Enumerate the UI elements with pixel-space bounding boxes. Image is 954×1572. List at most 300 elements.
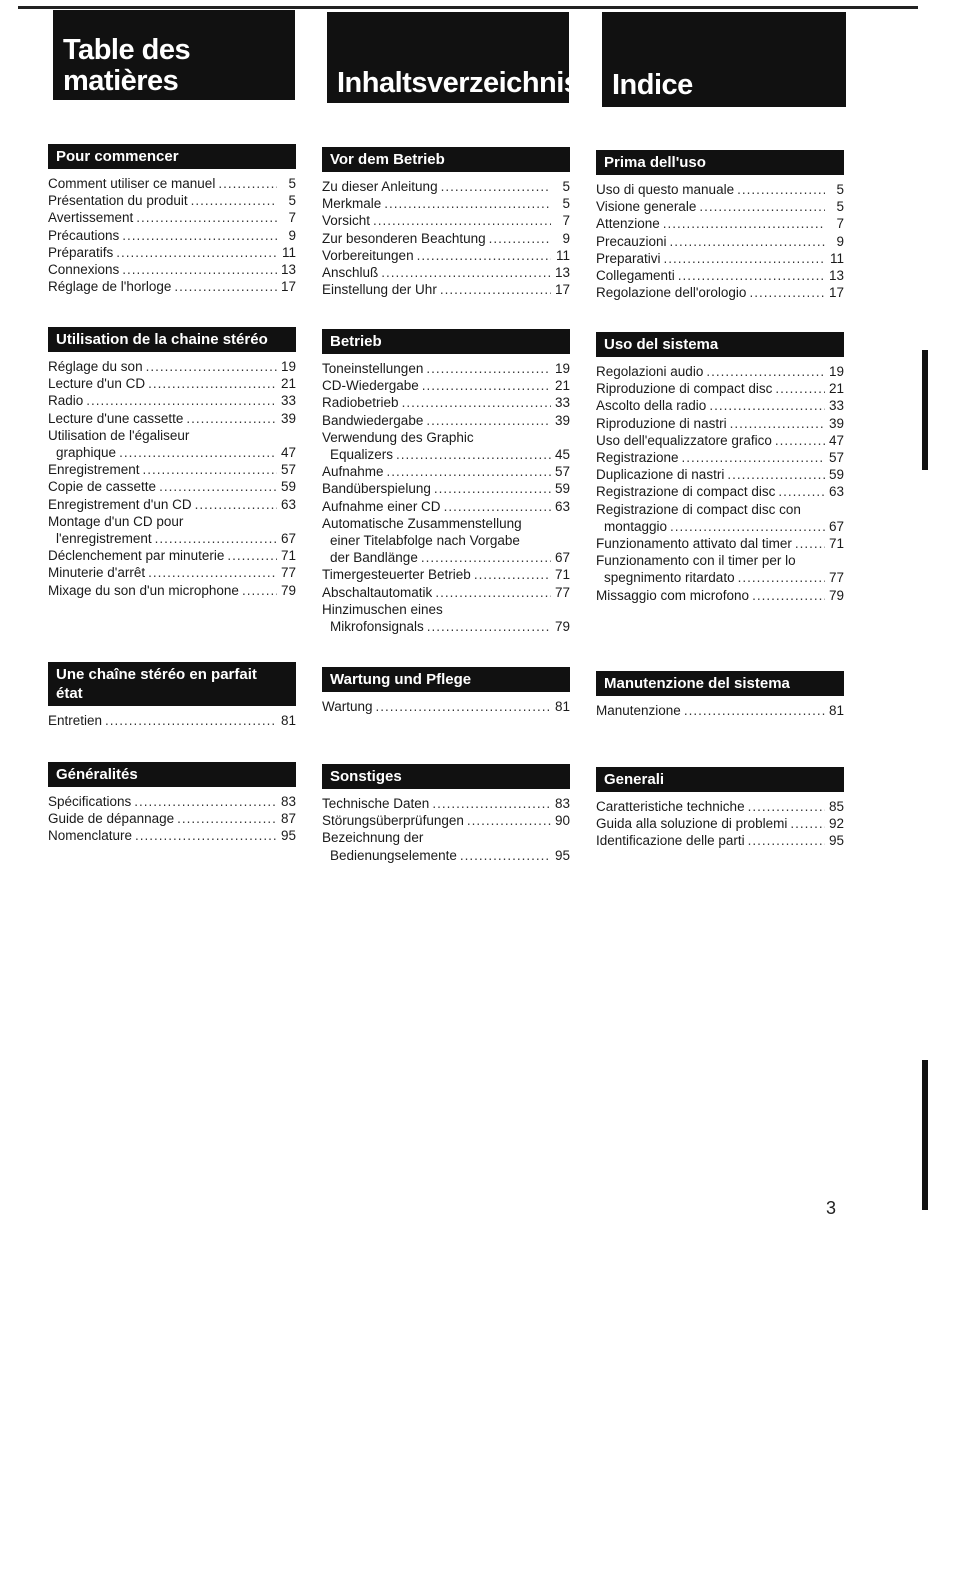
dot-leader xyxy=(116,244,277,261)
dot-leader xyxy=(699,198,825,215)
dot-leader xyxy=(749,284,825,301)
page-number: 3 xyxy=(826,1198,837,1218)
toc-entry-page: 47 xyxy=(280,445,296,461)
toc-entry-label: Enregistrement xyxy=(48,462,140,478)
toc-entry-page: 95 xyxy=(554,847,570,863)
toc-entry xyxy=(322,212,570,229)
toc-entry-label: Présentation du produit xyxy=(48,193,188,209)
dot-leader xyxy=(748,832,825,849)
section-header xyxy=(596,767,844,792)
toc-entry xyxy=(322,480,570,497)
toc-entry-label: Entretien xyxy=(48,713,103,728)
section-header xyxy=(322,764,570,789)
toc-entry-label: CD-Wiedergabe xyxy=(322,378,419,394)
section-header xyxy=(596,671,844,696)
toc-entry xyxy=(322,584,570,601)
dot-leader xyxy=(730,415,825,432)
toc-entry xyxy=(322,618,570,635)
toc-entry-label: Vorbereitungen xyxy=(322,247,414,263)
toc-entry-page: 63 xyxy=(280,496,296,512)
dot-leader xyxy=(136,209,277,226)
toc-section xyxy=(322,147,570,298)
toc-entry xyxy=(596,518,844,535)
scan-edge-mark xyxy=(922,1060,928,1210)
section-header xyxy=(48,327,296,352)
toc-entry-page: 81 xyxy=(554,699,570,714)
toc-entry-page: 95 xyxy=(828,833,844,849)
toc-entry-label: Préparatifs xyxy=(48,244,114,260)
toc-entry-label: Riproduzione di nastri xyxy=(596,415,727,431)
toc-entry-label: Bezeichnung der xyxy=(322,830,424,846)
toc-entry-label-continued: graphique xyxy=(56,445,117,461)
toc-entry-label: Wartung xyxy=(322,699,373,714)
toc-entry-page: 59 xyxy=(554,481,570,497)
toc-entry xyxy=(596,233,844,250)
toc-entry-page: 5 xyxy=(288,176,296,191)
section-header xyxy=(322,667,570,692)
toc-entry xyxy=(48,444,296,461)
toc-entry-page: 77 xyxy=(280,565,296,581)
toc-entry-label: Caratteristiche techniche xyxy=(596,799,745,814)
toc-entry xyxy=(48,278,296,295)
title-french-line-2: matières xyxy=(63,65,179,97)
toc-entry-page: 33 xyxy=(828,398,844,414)
toc-entry-label: Avertissement xyxy=(48,210,134,226)
toc-entry-label: Spécifications xyxy=(48,794,132,809)
toc-entry xyxy=(596,415,844,432)
toc-entry-label: Duplicazione di nastri xyxy=(596,467,725,483)
toc-entry-page: 67 xyxy=(554,550,570,566)
toc-entry-page: 11 xyxy=(829,250,844,266)
toc-entry-page: 5 xyxy=(836,182,844,197)
toc-entry-label: Lecture d'une cassette xyxy=(48,410,184,426)
section-header xyxy=(48,144,296,169)
scan-edge-mark xyxy=(922,350,928,470)
toc-entry xyxy=(322,412,570,429)
toc-entry xyxy=(48,810,296,827)
toc-entry-page: 92 xyxy=(828,816,844,832)
toc-entry-label-continued: Mikrofonsignals xyxy=(330,619,424,635)
toc-entry-label: Connexions xyxy=(48,262,120,278)
toc-entry-label: Zur besonderen Beachtung xyxy=(322,230,486,246)
section-header-line: état xyxy=(56,685,83,702)
dot-leader xyxy=(191,192,277,209)
toc-entry-page: 11 xyxy=(281,244,296,260)
dot-leader xyxy=(738,569,825,586)
toc-entry-label: Aufnahme xyxy=(322,464,384,480)
toc-entry-page: 13 xyxy=(828,268,844,284)
toc-entry xyxy=(596,466,844,483)
toc-entry-page: 33 xyxy=(280,393,296,409)
toc-entry-page: 33 xyxy=(554,395,570,411)
dot-leader xyxy=(155,530,277,547)
dot-leader xyxy=(682,449,825,466)
dot-leader xyxy=(174,278,277,295)
dot-leader xyxy=(402,394,551,411)
dot-leader xyxy=(135,827,277,844)
dot-leader xyxy=(122,261,277,278)
toc-entry xyxy=(596,267,844,284)
toc-entry-label-continued: l'enregistrement xyxy=(56,531,152,547)
toc-entry xyxy=(322,394,570,411)
toc-entry-page: 57 xyxy=(828,450,844,466)
toc-entry xyxy=(596,569,844,586)
toc-entry-page: 17 xyxy=(828,285,844,301)
dot-leader xyxy=(678,267,825,284)
toc-entry-label: Attenzione xyxy=(596,216,660,232)
dot-leader xyxy=(426,412,551,429)
toc-entry-label: Preparativi xyxy=(596,250,661,266)
dot-leader xyxy=(426,360,551,377)
toc-entry-page: 21 xyxy=(554,378,570,394)
toc-entry-page: 63 xyxy=(554,498,570,514)
toc-entry-page: 67 xyxy=(280,531,296,547)
dot-leader xyxy=(159,478,277,495)
dot-leader xyxy=(143,461,277,478)
toc-entry-page: 7 xyxy=(836,216,844,232)
toc-entry-label: Bandwiedergabe xyxy=(322,412,424,428)
dot-leader xyxy=(242,582,277,599)
toc-entry-label: Riproduzione di compact disc xyxy=(596,381,773,397)
dot-leader xyxy=(435,584,551,601)
toc-entry xyxy=(322,247,570,264)
dot-leader xyxy=(752,587,825,604)
toc-entry-page: 17 xyxy=(280,279,296,295)
toc-entry xyxy=(48,410,296,427)
toc-entry xyxy=(48,175,296,192)
toc-entry-label-continued: montaggio xyxy=(604,518,668,534)
toc-entry-page: 59 xyxy=(828,467,844,483)
toc-entry xyxy=(596,702,844,719)
dot-leader xyxy=(421,549,551,566)
dot-leader xyxy=(663,215,825,232)
toc-entry-page: 5 xyxy=(562,196,570,212)
toc-entry-label: Störungsüberprüfungen xyxy=(322,813,464,829)
dot-leader xyxy=(460,847,551,864)
section-header xyxy=(48,762,296,787)
toc-entry-label: Uso di questo manuale xyxy=(596,182,735,197)
dot-leader xyxy=(440,281,551,298)
toc-entry-page: 13 xyxy=(554,265,570,281)
dot-leader xyxy=(422,377,551,394)
dot-leader xyxy=(396,446,551,463)
toc-entry-label: Montage d'un CD pour xyxy=(48,513,184,529)
toc-entry-page: 71 xyxy=(280,548,296,564)
toc-entry xyxy=(596,380,844,397)
toc-entry-page: 9 xyxy=(836,233,844,249)
toc-section xyxy=(322,329,570,635)
toc-entry-label: Hinzimuschen eines xyxy=(322,601,443,617)
toc-section xyxy=(596,671,844,719)
section-header-line: Vor dem Betrieb xyxy=(330,151,445,168)
dot-leader xyxy=(790,815,825,832)
toc-entry-label-continued: Bedienungselemente xyxy=(330,847,457,863)
toc-entry xyxy=(48,564,296,581)
toc-entry-label: Ascolto della radio xyxy=(596,398,707,414)
toc-entry xyxy=(322,812,570,829)
toc-entry xyxy=(322,566,570,583)
toc-entry xyxy=(322,264,570,281)
toc-entry-label: Zu dieser Anleitung xyxy=(322,179,438,194)
dot-leader xyxy=(778,483,825,500)
toc-entry xyxy=(322,698,570,715)
toc-entry xyxy=(322,195,570,212)
dot-leader xyxy=(134,793,277,810)
toc-entry-label: Réglage du son xyxy=(48,359,143,374)
toc-entry-page: 7 xyxy=(288,210,296,226)
toc-entry-label: Manutenzione xyxy=(596,703,681,718)
top-rule xyxy=(18,6,918,9)
toc-entry-page: 95 xyxy=(280,828,296,844)
dot-leader xyxy=(186,410,277,427)
dot-leader xyxy=(86,392,277,409)
section-header-line: Generali xyxy=(604,771,665,788)
toc-entry xyxy=(596,432,844,449)
dot-leader xyxy=(373,212,551,229)
toc-entry-label: Précautions xyxy=(48,227,120,243)
toc-entry-label: Precauzioni xyxy=(596,233,667,249)
toc-entry xyxy=(322,549,570,566)
toc-entry xyxy=(596,215,844,232)
section-header xyxy=(322,329,570,354)
toc-section xyxy=(596,332,844,604)
toc-entry-page: 39 xyxy=(554,412,570,428)
section-header-line: Généralités xyxy=(56,766,138,783)
dot-leader xyxy=(381,264,551,281)
dot-leader xyxy=(417,247,551,264)
dot-leader xyxy=(148,375,277,392)
toc-entry-label: Copie de cassette xyxy=(48,479,157,495)
section-header-line: Sonstiges xyxy=(330,768,402,785)
toc-entry-label-continued: spegnimento ritardato xyxy=(604,570,735,586)
toc-entry-page: 57 xyxy=(280,462,296,478)
dot-leader xyxy=(384,195,551,212)
toc-entry xyxy=(48,227,296,244)
toc-entry-page: 71 xyxy=(554,567,570,583)
dot-leader xyxy=(489,230,551,247)
toc-entry xyxy=(48,244,296,261)
toc-entry-page: 39 xyxy=(280,410,296,426)
toc-entry xyxy=(322,847,570,864)
dot-leader xyxy=(664,250,825,267)
dot-leader xyxy=(706,363,825,380)
toc-entry-page: 13 xyxy=(280,262,296,278)
toc-entry-label-continued: einer Titelabfolge nach Vorgabe xyxy=(330,533,520,549)
toc-entry-label: Funzionamento con il timer per lo xyxy=(596,553,796,569)
toc-entry xyxy=(596,198,844,215)
toc-entry xyxy=(596,284,844,301)
toc-entry-label: Funzionamento attivato dal timer xyxy=(596,536,792,552)
dot-leader xyxy=(427,618,551,635)
toc-entry-page: 5 xyxy=(288,193,296,209)
toc-entry-label-continued: der Bandlänge xyxy=(330,550,418,566)
toc-entry-label: Guide de dépannage xyxy=(48,811,175,827)
dot-leader xyxy=(684,702,825,719)
toc-entry-page: 90 xyxy=(554,813,570,829)
toc-entry-label: Missaggio com microfono xyxy=(596,587,750,603)
dot-leader xyxy=(441,178,551,195)
toc-entry-label: Identificazione delle parti xyxy=(596,833,745,849)
toc-entry xyxy=(48,582,296,599)
dot-leader xyxy=(218,175,277,192)
toc-entry-page: 5 xyxy=(836,199,844,215)
dot-leader xyxy=(122,227,277,244)
toc-entry xyxy=(48,712,296,729)
toc-entry-page: 21 xyxy=(280,376,296,392)
toc-entry-label: Aufnahme einer CD xyxy=(322,498,441,514)
toc-entry xyxy=(596,535,844,552)
toc-entry-page: 19 xyxy=(828,364,844,379)
toc-entry-label: Regolazione dell'orologio xyxy=(596,285,747,301)
title-french xyxy=(53,10,295,100)
toc-entry-page: 79 xyxy=(280,582,296,598)
dot-leader xyxy=(376,698,551,715)
dot-leader xyxy=(748,798,825,815)
toc-entry-page: 79 xyxy=(828,587,844,603)
toc-entry xyxy=(322,498,570,515)
toc-section xyxy=(596,767,844,850)
toc-entry-page: 19 xyxy=(554,361,570,376)
toc-section xyxy=(48,144,296,295)
section-header xyxy=(596,332,844,357)
dot-leader xyxy=(670,233,825,250)
toc-entry xyxy=(322,281,570,298)
toc-entry xyxy=(48,827,296,844)
toc-section xyxy=(48,762,296,845)
title-italian: Indice xyxy=(602,12,846,107)
section-header-line: Manutenzione del sistema xyxy=(604,675,790,692)
toc-entry-label: Automatische Zusammenstellung xyxy=(322,515,522,531)
section-header-line: Une chaîne stéréo en parfait xyxy=(56,666,257,683)
toc-entry-label: Registrazione di compact disc xyxy=(596,484,776,500)
toc-entry-label: Technische Daten xyxy=(322,796,430,811)
dot-leader xyxy=(444,498,551,515)
toc-entry xyxy=(48,358,296,375)
toc-entry-label: Radiobetrieb xyxy=(322,395,399,411)
section-header-line: Wartung und Pflege xyxy=(330,671,472,688)
toc-entry-label: Mixage du son d'un microphone xyxy=(48,582,239,598)
toc-entry-page: 81 xyxy=(280,713,296,728)
title-german: Inhaltsverzeichnis xyxy=(327,12,569,103)
toc-entry-label: Timergesteuerter Betrieb xyxy=(322,567,471,583)
toc-entry-label: Minuterie d'arrêt xyxy=(48,565,146,581)
dot-leader xyxy=(227,547,277,564)
dot-leader xyxy=(775,380,825,397)
dot-leader xyxy=(387,463,551,480)
dot-leader xyxy=(119,444,277,461)
toc-entry xyxy=(596,815,844,832)
section-header xyxy=(48,662,296,706)
toc-entry xyxy=(48,478,296,495)
toc-entry-label: Anschluß xyxy=(322,265,379,281)
toc-entry-label: Enregistrement d'un CD xyxy=(48,496,192,512)
toc-entry-label: Déclenchement par minuterie xyxy=(48,548,225,564)
toc-entry-label: Bandüberspielung xyxy=(322,481,431,497)
toc-entry-page: 5 xyxy=(562,179,570,194)
toc-entry-page: 39 xyxy=(828,415,844,431)
toc-entry-label: Registrazione di compact disc con xyxy=(596,501,801,517)
dot-leader xyxy=(709,397,825,414)
toc-entry-label: Lecture d'un CD xyxy=(48,376,146,392)
toc-entry-label: Réglage de l'horloge xyxy=(48,279,172,295)
title-french-line-1: Table des xyxy=(63,34,191,66)
toc-entry-label: Registrazione xyxy=(596,450,679,466)
toc-entry-page: 7 xyxy=(562,213,570,229)
toc-section xyxy=(322,764,570,864)
dot-leader xyxy=(467,812,551,829)
dot-leader xyxy=(727,466,825,483)
toc-entry xyxy=(48,261,296,278)
toc-entry-page: 77 xyxy=(828,570,844,586)
toc-entry xyxy=(596,798,844,815)
toc-entry-label: Collegamenti xyxy=(596,268,675,284)
toc-entry xyxy=(48,192,296,209)
toc-entry-label: Visione generale xyxy=(596,199,697,215)
toc-entry xyxy=(596,250,844,267)
toc-entry xyxy=(48,547,296,564)
toc-entry xyxy=(322,446,570,463)
toc-entry-label-continued: Equalizers xyxy=(330,447,394,463)
toc-entry xyxy=(596,449,844,466)
toc-section xyxy=(596,150,844,301)
toc-entry-label: Nomenclature xyxy=(48,828,133,844)
toc-entry-page: 17 xyxy=(554,282,570,298)
toc-entry-label: Radio xyxy=(48,393,84,409)
dot-leader xyxy=(737,181,825,198)
section-header-line: Uso del sistema xyxy=(604,336,719,353)
toc-entry-page: 57 xyxy=(554,464,570,480)
toc-entry xyxy=(322,360,570,377)
dot-leader xyxy=(177,810,277,827)
toc-entry-label: Vorsicht xyxy=(322,213,371,229)
toc-entry xyxy=(48,496,296,513)
toc-entry xyxy=(48,375,296,392)
toc-entry-page: 77 xyxy=(554,584,570,600)
dot-leader xyxy=(434,480,551,497)
dot-leader xyxy=(148,564,277,581)
dot-leader xyxy=(474,566,551,583)
toc-entry xyxy=(48,461,296,478)
toc-entry-label: Abschaltautomatik xyxy=(322,584,433,600)
toc-section xyxy=(48,662,296,729)
toc-entry xyxy=(596,363,844,380)
toc-entry-page: 71 xyxy=(828,536,844,552)
toc-entry xyxy=(596,483,844,500)
dot-leader xyxy=(105,712,277,729)
toc-entry-page: 67 xyxy=(828,518,844,534)
section-header xyxy=(322,147,570,172)
toc-entry-page: 59 xyxy=(280,479,296,495)
toc-entry xyxy=(322,795,570,812)
section-header-line: Prima dell'uso xyxy=(604,154,706,171)
toc-entry xyxy=(48,392,296,409)
toc-entry-label: Toneinstellungen xyxy=(322,361,424,376)
toc-entry xyxy=(596,832,844,849)
toc-entry-page: 63 xyxy=(828,484,844,500)
toc-entry-label: Comment utiliser ce manuel xyxy=(48,176,216,191)
toc-entry-page: 83 xyxy=(554,796,570,811)
dot-leader xyxy=(146,358,277,375)
toc-entry-label: Guida alla soluzione di problemi xyxy=(596,816,788,832)
toc-entry-label: Regolazioni audio xyxy=(596,364,704,379)
section-header-line: Betrieb xyxy=(330,333,382,350)
toc-entry-page: 81 xyxy=(828,703,844,718)
toc-entry-page: 19 xyxy=(280,359,296,374)
toc-section xyxy=(322,667,570,715)
toc-entry-label: Merkmale xyxy=(322,196,382,212)
toc-entry xyxy=(322,463,570,480)
toc-entry xyxy=(322,377,570,394)
